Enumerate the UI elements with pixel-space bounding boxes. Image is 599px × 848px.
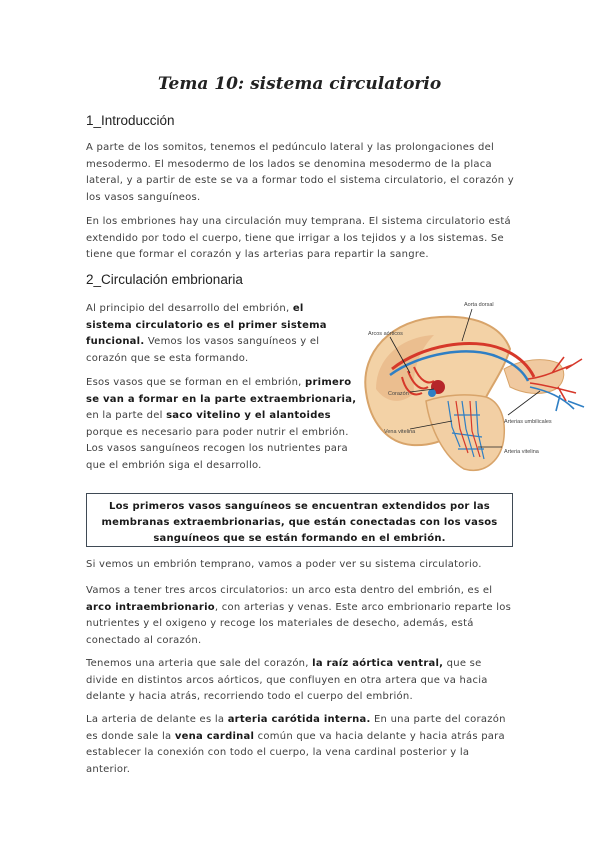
- paragraph-intro-1: A parte de los somitos, tenemos el pedúnculo lateral y las prolongaciones del mesodermo. El mesodermo de los lados se denomina mesodermo de la placa lateral, y a partir de este se va a formar todo el sistema circulatorio, el corazón y los vasos sanguíneos.: [86, 142, 514, 203]
- yolk-sac: [426, 395, 504, 470]
- section-heading-embryonic-circulation: 2_Circulación embrionaria: [86, 272, 243, 287]
- paragraph-embryo-2: Esos vasos que se forman en el embrión, primero se van a formar en la parte extraembrionaria, en la parte del saco vitelino y el alantoides porque es necesario para poder nutrir el embrión. Los vasos sanguíneos recogen los nutrientes para que el embrión siga el desarrollo.: [86, 377, 357, 471]
- label-aorta: Aorta dorsal: [464, 302, 494, 308]
- label-arterias-umbilicales: Arterias umbilicales: [504, 419, 552, 425]
- paragraph-embryo-1: Al principio del desarrollo del embrión, el sistema circulatorio es el primer sistema funcional. Vemos los vasos sanguíneos y el corazón que se esta formando.: [86, 303, 327, 364]
- paragraph-embryo-3: Si vemos un embrión temprano, vamos a poder ver su sistema circulatorio.: [86, 559, 482, 570]
- label-arcos: Arcos aórticos: [368, 331, 403, 337]
- embryo-circulation-figure: [352, 297, 592, 477]
- label-corazon: Corazón: [388, 391, 409, 397]
- section-heading-intro: 1_Introducción: [86, 113, 175, 128]
- paragraph-embryo-6: La arteria de delante es la arteria carótida interna. En una parte del corazón es donde sale la vena cardinal común que va hacia delante y hacia atrás para establecer la conexión con todo el cuerpo, la vena cardinal posterior y la anterior.: [86, 714, 506, 775]
- paragraph-embryo-4: Vamos a tener tres arcos circulatorios: un arco esta dentro del embrión, es el arco intraembrionario, con arterias y venas. Este arco embrionario reparte los nutrientes y el oxigeno y recoge los materiales de desecho, además, está conectado al corazón.: [86, 585, 512, 646]
- label-arteria-vitelina: Arteria vitelina: [504, 449, 539, 455]
- label-vena-vitelina: Vena vitelina: [384, 429, 416, 435]
- highlight-box: Los primeros vasos sanguíneos se encuentran extendidos por las membranas extraembrionarias, que están conectadas con los vasos sanguíneos que se están formando en el embrión.: [86, 493, 513, 547]
- paragraph-intro-2: En los embriones hay una circulación muy temprana. El sistema circulatorio está extendido por todo el cuerpo, tiene que irrigar a los tejidos y a los sistemas. Se tiene que formar el corazón y las arterias para repartir la sangre.: [86, 216, 511, 260]
- paragraph-embryo-5: Tenemos una arteria que sale del corazón, la raíz aórtica ventral, que se divide en distintos arcos aórticos, que confluyen en otra artera que va hacia delante y hacia atrás, recorriendo todo el cuerpo del embrión.: [86, 658, 488, 702]
- page-title: Tema 10: sistema circulatorio: [157, 74, 442, 94]
